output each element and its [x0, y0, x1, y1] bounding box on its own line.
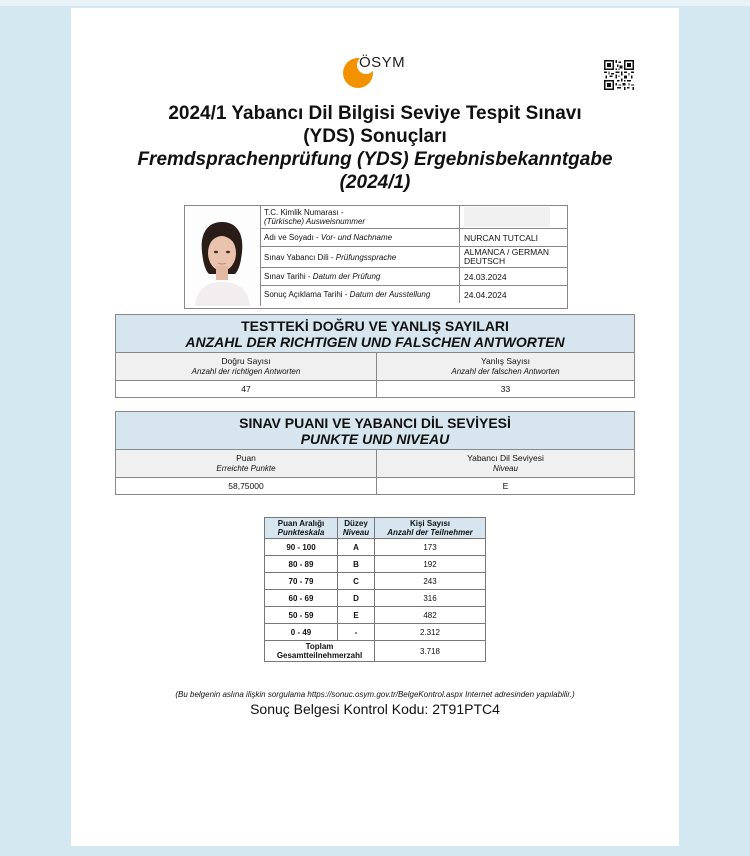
level-label: Yabancı Dil Seviyesi	[467, 453, 544, 463]
info-value-issue-date: 24.04.2024	[460, 286, 568, 304]
scale-h-range: Puan Aralığı	[277, 519, 325, 528]
table-row	[265, 624, 486, 641]
title-de-line2: (2024/1)	[339, 172, 411, 193]
info-value-name: NURCAN TUTCALI	[460, 229, 568, 247]
table-row	[265, 573, 486, 590]
title-de-line1: Fremdsprachenprüfung (YDS) Ergebnisbekanntgabe	[137, 149, 613, 170]
info-value-language: ALMANCA / GERMAN DEUTSCH	[460, 247, 568, 268]
scale-level: C	[338, 573, 375, 590]
scale-count: 192	[375, 556, 486, 573]
scale-total-label-de: Gesamtteilnehmerzahl	[276, 651, 363, 660]
wrong-label-de: Anzahl der falschen Antworten	[451, 367, 560, 376]
qr-code-icon	[604, 60, 634, 90]
level-label-de: Niveau	[493, 464, 518, 473]
answers-section	[115, 314, 635, 398]
scale-level: -	[338, 624, 375, 641]
scale-total-label: Toplam	[305, 642, 334, 651]
info-label-language: Sınav Yabancı Dili -	[264, 252, 336, 262]
control-code: Sonuç Belgesi Kontrol Kodu: 2T91PTC4	[250, 701, 500, 717]
info-row-name	[260, 229, 567, 247]
scale-range: 90 - 100	[265, 539, 338, 556]
score-scale-table	[264, 517, 486, 662]
wrong-label: Yanlış Sayısı	[481, 356, 530, 366]
points-value: 58,75000	[116, 478, 377, 495]
candidate-photo	[185, 206, 261, 306]
info-label-name-de: Vor- und Nachname	[320, 233, 393, 242]
id-redaction	[464, 207, 550, 227]
info-row-id	[260, 206, 567, 229]
scale-h-count: Kişi Sayısı	[409, 519, 451, 528]
table-row	[265, 607, 486, 624]
scale-level: E	[338, 607, 375, 624]
info-label-exam-date: Sınav Tarihi -	[264, 272, 313, 281]
info-label-id: T.C. Kimlik Numarası -	[264, 208, 344, 217]
scale-range: 70 - 79	[265, 573, 338, 590]
info-label-issue-date-de: Datum der Ausstellung	[349, 290, 431, 299]
correct-count: 47	[116, 381, 377, 398]
title-tr-line1: 2024/1 Yabancı Dil Bilgisi Seviye Tespit Sınavı	[168, 103, 582, 124]
wrong-count: 33	[377, 381, 635, 398]
document-title	[71, 102, 679, 194]
table-row	[265, 539, 486, 556]
score-title-de: PUNKTE UND NIVEAU	[300, 431, 450, 447]
info-row-language	[260, 247, 567, 268]
info-value-exam-date: 24.03.2024	[460, 268, 568, 286]
scale-count: 482	[375, 607, 486, 624]
level-value: E	[377, 478, 635, 495]
title-tr-line2: (YDS) Sonuçları	[303, 126, 447, 147]
candidate-info	[184, 205, 568, 309]
scale-range: 50 - 59	[265, 607, 338, 624]
osym-logo-text: ÖSYM	[359, 54, 406, 71]
table-row	[265, 556, 486, 573]
info-label-exam-date-de: Datum der Prüfung	[312, 272, 381, 281]
answers-title-tr: TESTTEKİ DOĞRU VE YANLIŞ SAYILARI	[241, 318, 509, 334]
scale-level: D	[338, 590, 375, 607]
info-row-exam-date	[260, 268, 567, 286]
scale-level: A	[338, 539, 375, 556]
scale-range: 0 - 49	[265, 624, 338, 641]
scale-count: 316	[375, 590, 486, 607]
scale-total-value: 3.718	[375, 641, 486, 662]
table-row	[265, 590, 486, 607]
scale-h-range-de: Punkteskala	[277, 528, 325, 537]
scale-h-level: Düzey	[344, 519, 368, 528]
score-section	[115, 411, 635, 495]
table-row-total	[265, 641, 486, 662]
result-document	[71, 8, 679, 846]
top-strip	[0, 0, 750, 6]
scale-h-count-de: Anzahl der Teilnehmer	[387, 528, 473, 537]
scale-range: 80 - 89	[265, 556, 338, 573]
points-label-de: Erreichte Punkte	[216, 464, 276, 473]
points-label: Puan	[236, 453, 256, 463]
scale-count: 173	[375, 539, 486, 556]
candidate-info-table	[260, 206, 567, 303]
scale-level: B	[338, 556, 375, 573]
verification-note: (Bu belgenin aslına ilişkin sorgulama https://sonuc.osym.gov.tr/BelgeKontrol.aspx Internet adresinden yapılabilir.)	[175, 690, 575, 699]
scale-count: 2.312	[375, 624, 486, 641]
score-title-tr: SINAV PUANI VE YABANCI DİL SEVİYESİ	[239, 415, 511, 431]
correct-label: Doğru Sayısı	[221, 356, 271, 366]
info-label-issue-date: Sonuç Açıklama Tarihi -	[264, 290, 350, 299]
scale-h-level-de: Niveau	[342, 528, 370, 537]
osym-logo	[343, 50, 413, 90]
answers-title-de: ANZAHL DER RICHTIGEN UND FALSCHEN ANTWORTEN	[185, 334, 565, 350]
info-row-issue-date	[260, 286, 567, 304]
info-label-id-de: (Türkische) Ausweisnummer	[264, 217, 366, 226]
scale-range: 60 - 69	[265, 590, 338, 607]
correct-label-de: Anzahl der richtigen Antworten	[191, 367, 301, 376]
scale-count: 243	[375, 573, 486, 590]
info-label-language-de: Prüfungssprache	[335, 252, 397, 262]
info-label-name: Adı ve Soyadı -	[264, 233, 321, 242]
